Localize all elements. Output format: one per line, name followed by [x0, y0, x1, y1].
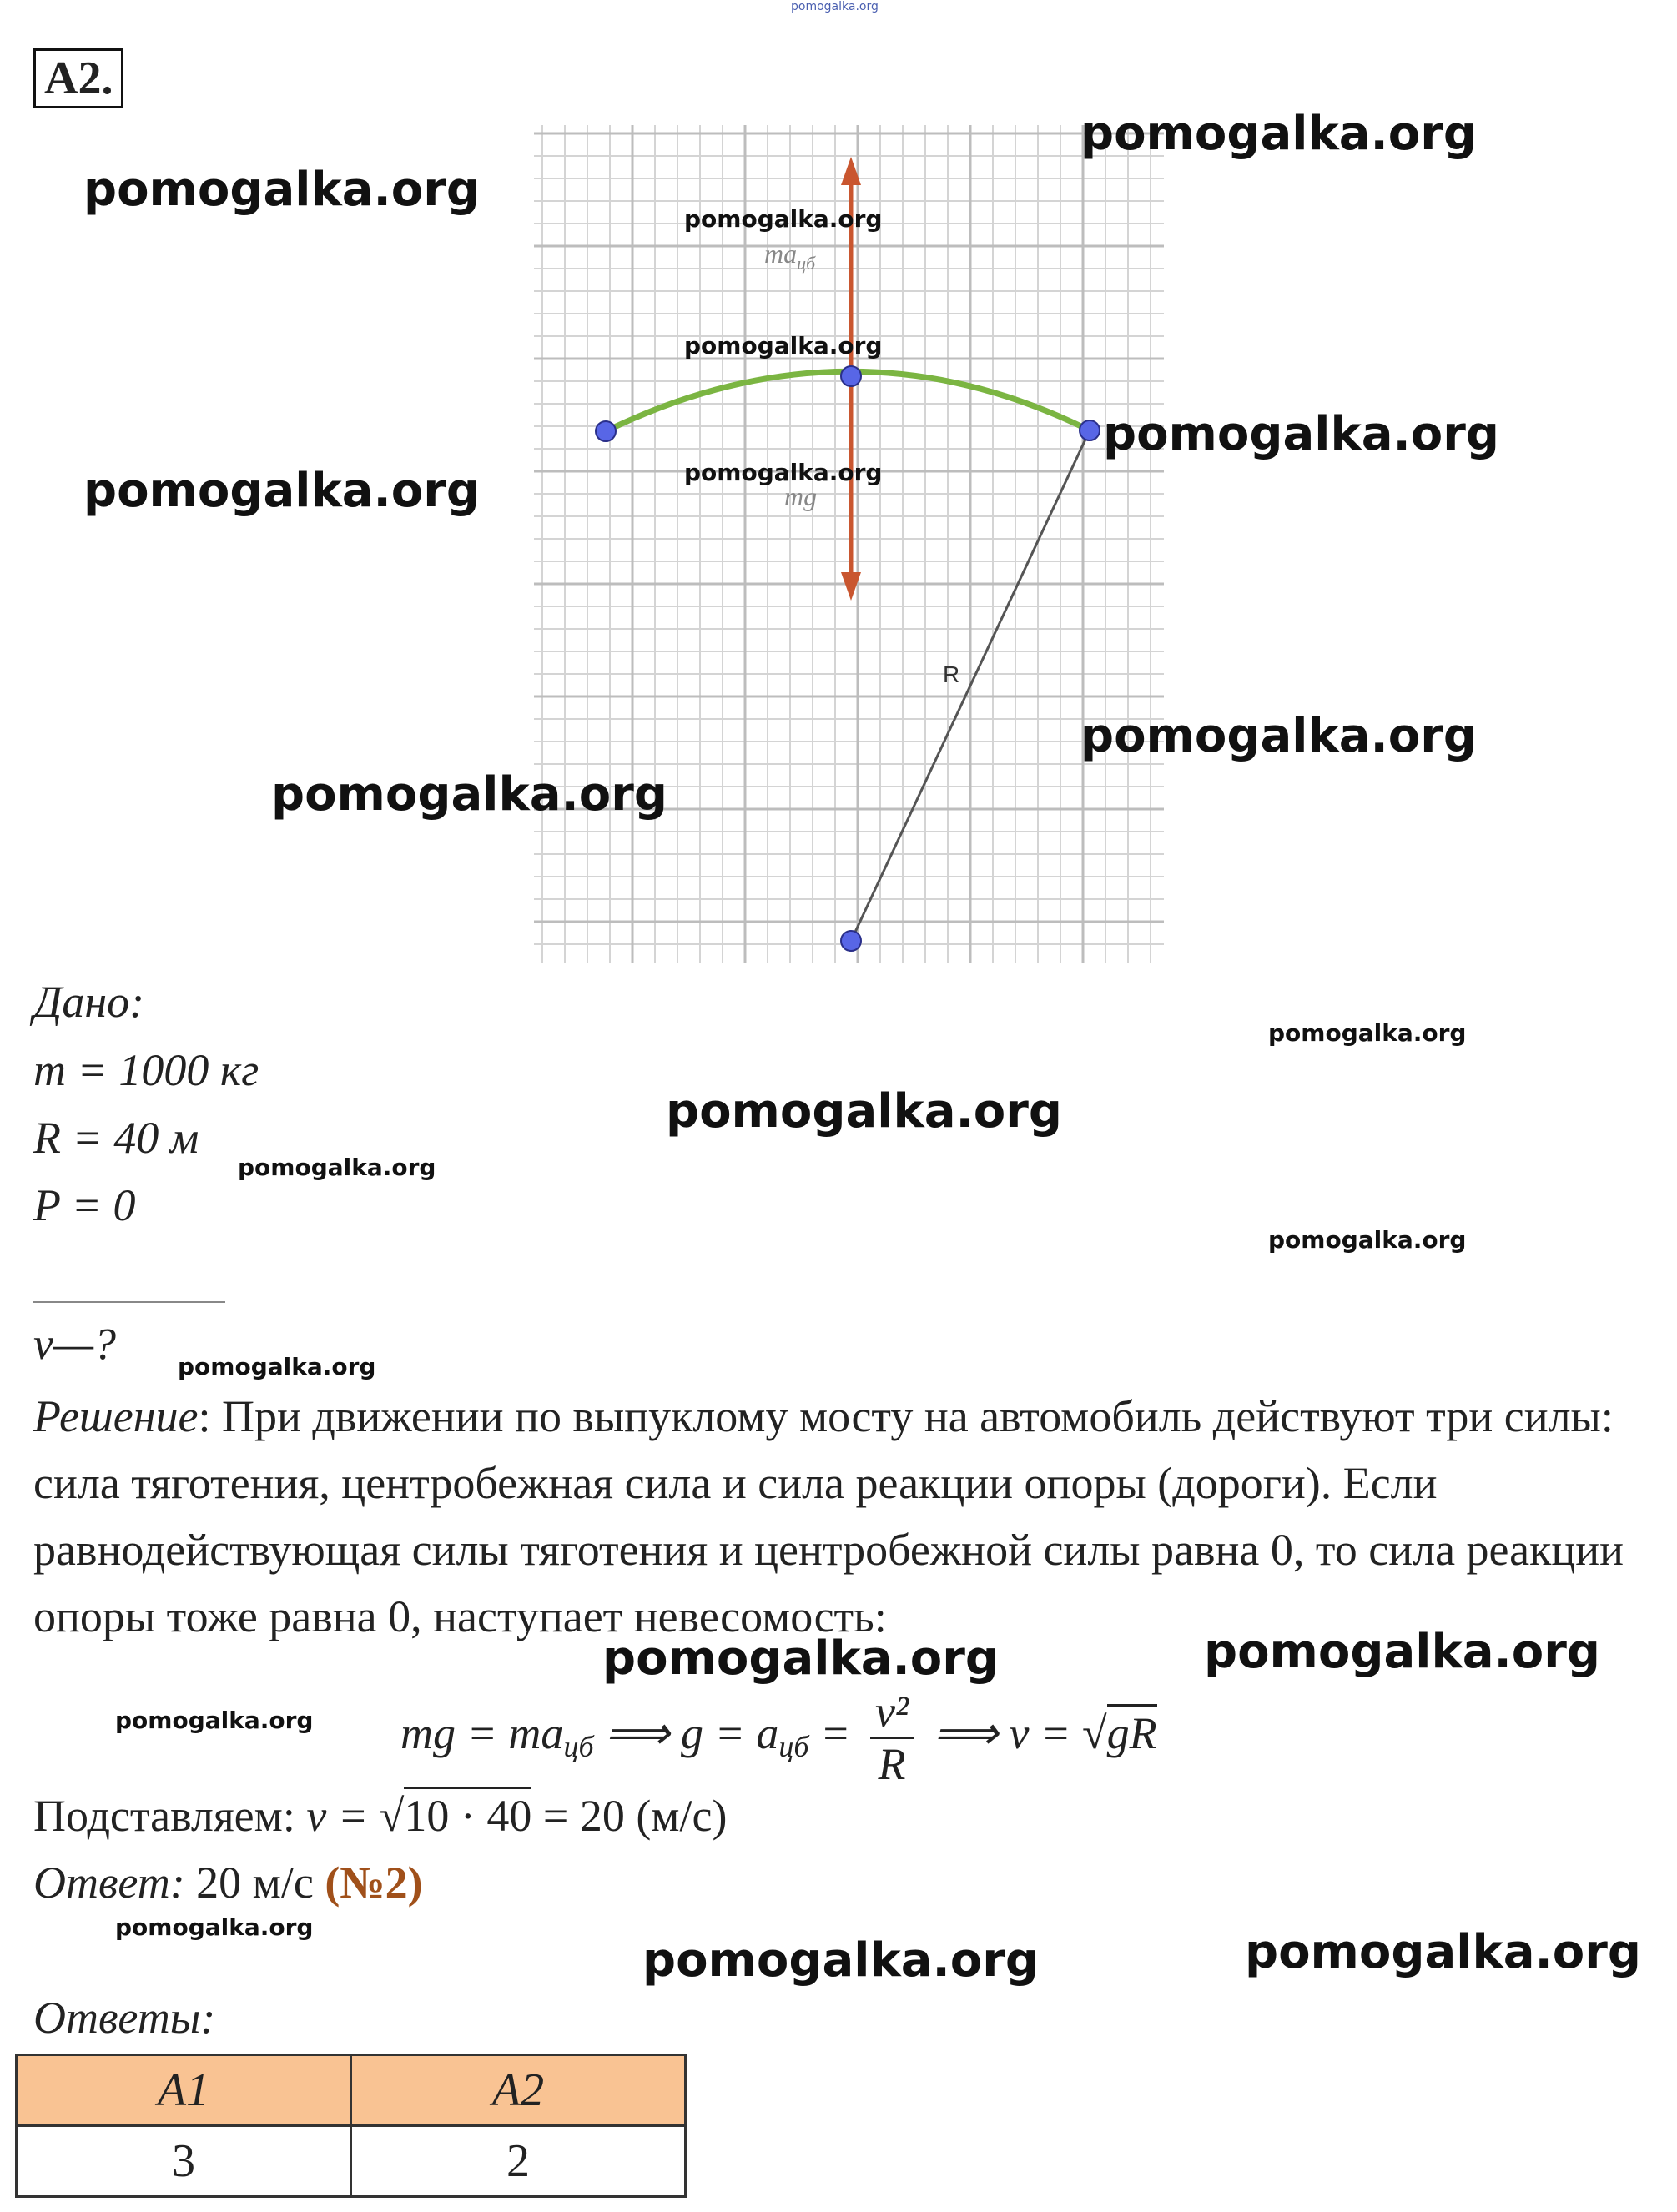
watermark: pomogalka.org [238, 1154, 436, 1181]
radius-label: R [943, 661, 960, 687]
answer-line: Ответ: 20 м/с (№2) [33, 1858, 423, 1908]
watermark: pomogalka.org [271, 767, 667, 822]
left-point [596, 421, 616, 441]
watermark: pomogalka.org [83, 163, 480, 217]
watermark: pomogalka.org [1268, 1019, 1467, 1047]
watermark: pomogalka.org [115, 1707, 314, 1734]
watermark: pomogalka.org [115, 1913, 314, 1941]
answers-header-cell: А1 [17, 2055, 351, 2126]
watermark: pomogalka.org [684, 459, 883, 486]
watermark: pomogalka.org [83, 464, 480, 518]
watermark: pomogalka.org [1080, 107, 1477, 161]
answers-header-row [17, 2055, 686, 2126]
substitution-line: Подставляем: v = √10 · 40 = 20 (м/с) [33, 1790, 727, 1842]
given-divider [33, 1301, 225, 1303]
header-watermark: pomogalka.org [791, 0, 879, 13]
watermark: pomogalka.org [1204, 1625, 1600, 1679]
force-diagram [534, 125, 1168, 968]
right-point [1080, 420, 1100, 440]
answers-value-cell: 3 [17, 2126, 351, 2197]
problem-number: А2. [33, 48, 123, 108]
find-velocity: v—? [33, 1319, 116, 1369]
given-weight: P = 0 [33, 1180, 136, 1230]
watermark: pomogalka.org [1080, 709, 1477, 763]
answers-title: Ответы: [33, 1993, 216, 2043]
answer-reference: (№2) [325, 1858, 423, 1908]
watermark: pomogalka.org [602, 1631, 999, 1686]
watermark: pomogalka.org [178, 1353, 376, 1380]
watermark: pomogalka.org [642, 1933, 1039, 1988]
answers-header-cell: А2 [351, 2055, 686, 2126]
main-formula: mg = $ma_{цб}$ ⟹ $g = a_{цб}$ = $\frac{\text{v²}}{R}$ ⟹ v = √gR [400, 1687, 1157, 1789]
watermark: pomogalka.org [1268, 1226, 1467, 1254]
vector-ma-label: $ma_{цб}$ [764, 239, 816, 274]
formula-fraction: $\frac{\text{v²}}{R}$ [870, 1687, 914, 1789]
given-radius: R = 40 м [33, 1113, 199, 1163]
given-title: Дано: [33, 977, 145, 1027]
given-mass: m = 1000 кг [33, 1045, 259, 1095]
solution-text: Решение: При движении по выпуклому мосту на автомобиль действуют три силы: сила тяготения, центробежная сила и сила реакции опоры (дороги). Если равнодействующая силы тяготения и центробежной силы равна 0, то сила реакции опоры тоже равна 0, наступает невесомость: [33, 1391, 1624, 1641]
vector-mg-label: mg [784, 481, 818, 511]
center-point [841, 931, 861, 951]
watermark: pomogalka.org [684, 205, 883, 233]
watermark: pomogalka.org [1245, 1925, 1641, 1979]
top-point [841, 366, 861, 386]
answers-table [15, 2054, 687, 2198]
answers-value-cell: 2 [351, 2126, 686, 2197]
watermark: pomogalka.org [1103, 407, 1499, 461]
watermark: pomogalka.org [666, 1084, 1062, 1139]
answers-value-row [17, 2126, 686, 2197]
watermark: pomogalka.org [684, 332, 883, 359]
